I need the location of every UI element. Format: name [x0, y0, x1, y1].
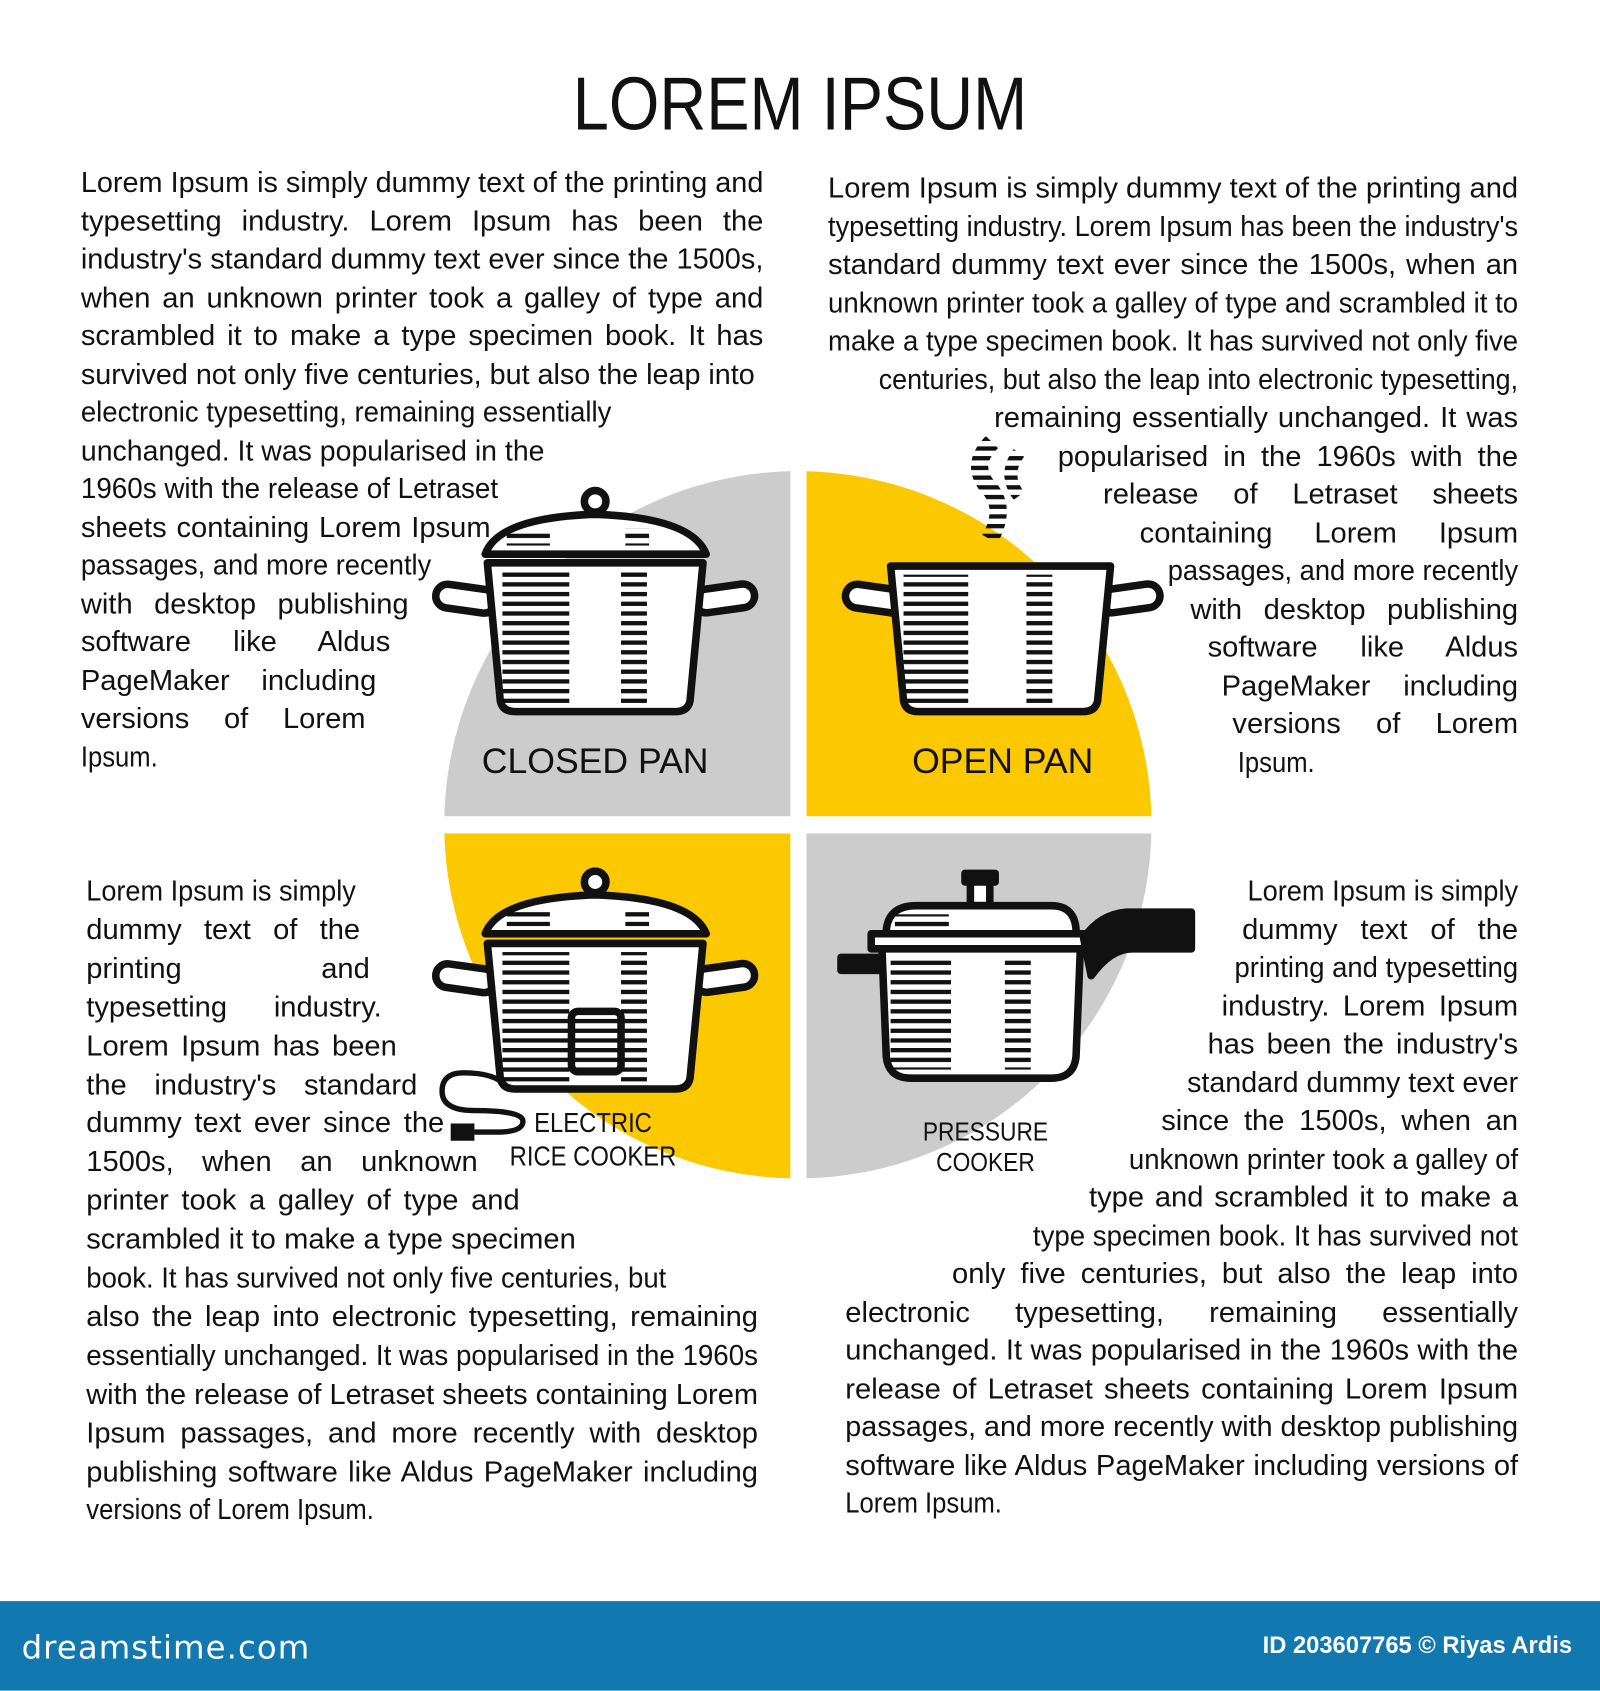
paragraph-bottom-right-line: Lorem Ipsum. [845, 1486, 1002, 1520]
paragraph-bottom-right-line: unknown printer took a galley of [1128, 1142, 1519, 1175]
paragraph-bottom-right-line: type and scrambled it to make a [1088, 1180, 1519, 1213]
paragraph-bottom-left-line: Lorem Ipsum is simply [86, 874, 356, 907]
paragraph-bottom-left-line: 1500s, when an unknown [86, 1145, 478, 1178]
paragraph-top-right-line: PageMaker including [1221, 669, 1519, 702]
paragraph-bottom-left-line: Ipsum passages, and more recently with desktop [86, 1416, 758, 1449]
paragraph-top-left-line: Ipsum. [80, 740, 158, 773]
paragraph-bottom-left-line: dummy text ever since the [86, 1106, 445, 1140]
paragraph-bottom-left-line: the industry's standard [86, 1067, 418, 1101]
paragraph-top-right-line: typesetting industry. Lorem Ipsum has been the industry's [828, 209, 1519, 243]
paragraph-bottom-left-line: also the leap into electronic typesetting, remaining [86, 1300, 758, 1333]
paragraph-bottom-left-line: printer took a galley of type and [86, 1184, 520, 1217]
page-title: LOREM IPSUM [572, 61, 1028, 146]
paragraph-top-right-line: Lorem Ipsum is simply dummy text of the printing and [828, 171, 1519, 204]
paragraph-bottom-left-line: publishing software like Aldus PageMaker including [86, 1455, 758, 1488]
paragraph-bottom-left-line: essentially unchanged. It was popularised in the 1960s [86, 1338, 758, 1372]
paragraph-top-right-line: centuries, but also the leap into electronic typesetting, [878, 362, 1519, 396]
paragraph-top-right-line: release of Letraset sheets [1102, 477, 1519, 510]
paragraph-top-left-line: with desktop publishing [80, 587, 409, 620]
open-pan-label: OPEN PAN [912, 741, 1094, 782]
paragraph-bottom-left-line: Lorem Ipsum has been [86, 1029, 397, 1062]
paragraph-top-right-line: Ipsum. [1237, 745, 1315, 778]
paragraph-top-left-line: survived not only five centuries, but also the leap into [80, 357, 755, 390]
paragraph-top-right-line: popularised in the 1960s with the [1057, 439, 1519, 472]
paragraph-bottom-right-line: has been the industry's [1207, 1027, 1519, 1060]
paragraph-top-right-line: unknown printer took a galley of type and scrambled it to [828, 286, 1519, 319]
paragraph-top-right-line: standard dummy text ever since the 1500s, when an [828, 247, 1519, 281]
paragraph-top-left-line: sheets containing Lorem Ipsum [80, 510, 491, 543]
paragraph-top-left-line: unchanged. It was popularised in the [80, 433, 545, 467]
paragraph-bottom-right-line: since the 1500s, when an [1161, 1104, 1519, 1137]
paragraph-bottom-right-line: software like Aldus PageMaker including versions of [845, 1448, 1519, 1481]
paragraph-bottom-right-line: unchanged. It was popularised in the 1960s with the [845, 1333, 1519, 1367]
paragraph-bottom-right-line: dummy text of the [1242, 912, 1519, 946]
paragraph-bottom-left-line: with the release of Letraset sheets containing Lorem [86, 1377, 758, 1410]
paragraph-bottom-right-line: release of Letraset sheets containing Lorem Ipsum [845, 1372, 1519, 1405]
paragraph-bottom-right-line: Lorem Ipsum is simply [1247, 874, 1519, 907]
footer-bar [0, 1601, 1600, 1690]
paragraph-top-right-line: remaining essentially unchanged. It was [994, 401, 1519, 434]
paragraph-top-left-line: passages, and more recently [80, 548, 432, 582]
paragraph-bottom-right-line: printing and typesetting [1234, 950, 1519, 984]
paragraph-bottom-right-line: only five centuries, but also the leap into [952, 1257, 1519, 1290]
paragraph-top-left-line: scrambled it to make a type specimen book. It has [80, 319, 764, 352]
pressure-cooker-label-line1: PRESSURE [922, 1118, 1049, 1148]
paragraph-top-left-line: PageMaker including [80, 663, 377, 696]
paragraph-bottom-right-line: type specimen book. It has survived not [1032, 1218, 1519, 1252]
rice-cooker-label-line2: RICE COOKER [509, 1139, 677, 1172]
paragraph-bottom-right-line: industry. Lorem Ipsum [1221, 989, 1519, 1022]
paragraph-bottom-right-line: standard dummy text ever [1187, 1065, 1519, 1099]
paragraph-top-left-line: software like Aldus [80, 625, 391, 658]
paragraph-bottom-left-line: dummy text of the [86, 913, 361, 946]
paragraph-bottom-right-line: electronic typesetting, remaining essentially [845, 1295, 1519, 1328]
paragraph-bottom-left-line: book. It has survived not only five centuries, but [86, 1261, 667, 1294]
paragraph-bottom-left-line: printing and [86, 951, 370, 985]
paragraph-top-right-line: passages, and more recently [1167, 554, 1519, 587]
image-credit: ID 203607765 © Riyas Ardis [1262, 1631, 1573, 1659]
paragraph-top-right-line: with desktop publishing [1190, 592, 1519, 625]
paragraph-bottom-right-line: passages, and more recently with desktop publishing [845, 1410, 1519, 1443]
paragraph-top-right-line: software like Aldus [1207, 630, 1519, 664]
paragraph-top-left-line: versions of Lorem [80, 701, 366, 735]
paragraph-bottom-left-line: scrambled it to make a type specimen [86, 1222, 576, 1256]
paragraph-top-left-line: electronic typesetting, remaining essentially [80, 395, 612, 429]
paragraph-top-right-line: make a type specimen book. It has survived not only five [828, 324, 1519, 357]
dreamstime-logo[interactable]: dreamstime.com [21, 1629, 311, 1667]
paragraph-top-right-line: containing Lorem Ipsum [1139, 515, 1519, 549]
pressure-cooker-label-line2: COOKER [936, 1148, 1035, 1178]
paragraph-top-right-line: versions of Lorem [1232, 707, 1519, 740]
paragraph-bottom-left-line: typesetting industry. [86, 990, 382, 1023]
paragraph-bottom-left-line: versions of Lorem Ipsum. [86, 1493, 374, 1527]
paragraph-top-left-line: typesetting industry. Lorem Ipsum has been the [80, 204, 764, 237]
paragraph-top-left-line: 1960s with the release of Letraset [80, 472, 499, 505]
paragraph-top-left-line: Lorem Ipsum is simply dummy text of the printing and [80, 166, 764, 199]
closed-pan-label: CLOSED PAN [481, 741, 709, 782]
rice-cooker-label-line1: ELECTRIC [534, 1106, 652, 1139]
paragraph-top-left-line: when an unknown printer took a galley of type and [80, 280, 764, 314]
paragraph-top-left-line: industry's standard dummy text ever since the 1500s, [80, 242, 764, 275]
